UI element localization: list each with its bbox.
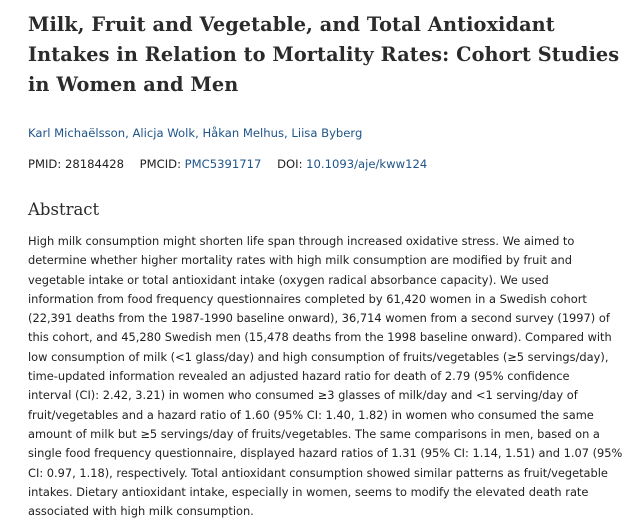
- pmcid-link[interactable]: PMC5391717: [184, 157, 262, 171]
- author-separator: ,: [125, 126, 133, 140]
- abstract-line: CI: 0.97, 1.18), respectively. Total antioxidant consumption showed similar patterns as fruit/vegetable: [28, 465, 608, 480]
- abstract-body: [28, 232, 624, 521]
- title-line: in Women and Men: [28, 73, 239, 96]
- title-line: Milk, Fruit and Vegetable, and Total Antioxidant: [28, 13, 555, 36]
- abstract-line: information from food frequency questionnaires completed by 61,420 women in a Swedish cohort: [28, 291, 587, 306]
- article-identifiers: [28, 156, 622, 172]
- abstract-line: fruit/vegetables and a hazard ratio of 1.60 (95% CI: 1.40, 1.82) in women who consumed the same: [28, 407, 594, 422]
- author-link[interactable]: Alicja Wolk: [132, 126, 196, 140]
- doi-label: DOI:: [277, 157, 303, 171]
- abstract-line: amount of milk but ≥5 servings/day of fruits/vegetables. The same comparisons in men, based on a: [28, 426, 600, 441]
- abstract-line: intakes. Dietary antioxidant intake, especially in women, seems to modify the elevated death rate: [28, 484, 589, 499]
- abstract-line: associated with high milk consumption.: [28, 504, 254, 519]
- pmid-value: 28184428: [64, 157, 124, 171]
- abstract-line: low consumption of milk (<1 glass/day) and high consumption of fruits/vegetables (≥5 servings/day),: [28, 349, 609, 364]
- author-link[interactable]: Liisa Byberg: [291, 126, 363, 140]
- abstract-line: interval (CI): 2.42, 3.21) in women who consumed ≥3 glasses of milk/day and <1 serving/day of: [28, 388, 578, 403]
- title-line: Intakes in Relation to Mortality Rates: Cohort Studies: [28, 43, 620, 66]
- abstract-line: vegetable intake or total antioxidant intake (oxygen radical absorbance capacity). We used: [28, 272, 549, 287]
- author-list: [28, 125, 622, 141]
- abstract-line: (22,391 deaths from the 1987-1990 baseline onward), 36,714 women from a second survey (1997) of: [28, 311, 610, 326]
- author-link[interactable]: Håkan Melhus: [202, 126, 285, 140]
- author-link[interactable]: Karl Michaëlsson: [28, 126, 126, 140]
- abstract-line: single food frequency questionnaire, displayed hazard ratios of 1.31 (95% CI: 1.14, 1.51) and 1.07 (95%: [28, 446, 623, 461]
- abstract-line: High milk consumption might shorten life span through increased oxidative stress. We aimed to: [28, 234, 575, 248]
- abstract-heading: Abstract: [28, 200, 100, 219]
- doi-link[interactable]: 10.1093/aje/kww124: [306, 157, 428, 171]
- abstract-line: this cohort, and 45,280 Swedish men (15,478 deaths from the 1998 baseline onward). Compared with: [28, 330, 612, 345]
- author-separator: ,: [284, 126, 292, 140]
- author-separator: ,: [195, 126, 203, 140]
- abstract-line: determine whether higher mortality rates with high milk consumption are modified by fruit and: [28, 253, 573, 268]
- pmid-label: PMID:: [28, 157, 62, 171]
- pmcid-label: PMCID:: [139, 157, 181, 171]
- article-title: [28, 10, 622, 100]
- abstract-line: time-updated information revealed an adjusted hazard ratio for death of 2.79 (95% confidence: [28, 369, 570, 384]
